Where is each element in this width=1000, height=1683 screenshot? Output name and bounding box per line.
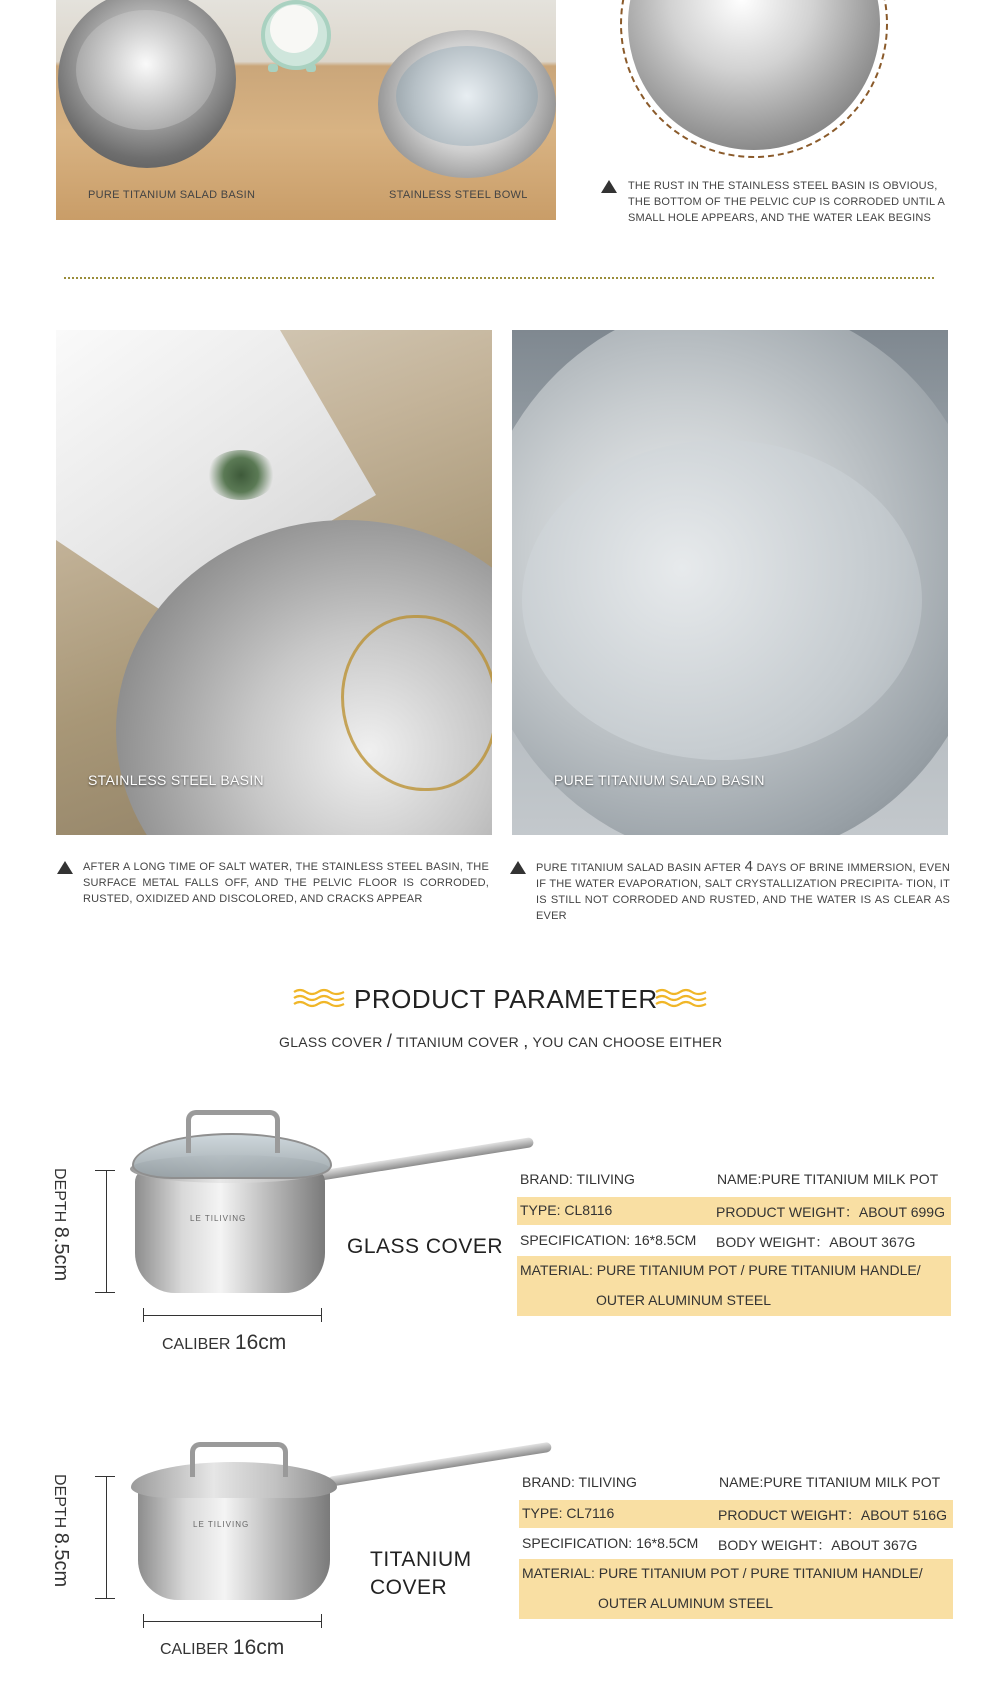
caliber-value: 16cm — [234, 1331, 287, 1354]
depth-word: DEPTH — [51, 1168, 68, 1223]
triangle-bullet-icon — [601, 180, 617, 193]
spec-material-continued: OUTER ALUMINUM STEEL — [598, 1595, 774, 1611]
caliber-dimension-line — [143, 1621, 321, 1622]
spec-type: TYPE: CL7116 — [522, 1505, 615, 1521]
subtitle-choose: YOU CAN CHOOSE EITHER — [532, 1034, 723, 1050]
spec-material-continued: OUTER ALUMINUM STEEL — [596, 1292, 772, 1308]
cover-label — [370, 1546, 472, 1602]
titanium-note-part-b: DAYS OF BRINE IMMERSION, EVEN IF THE WATER EVAPORATION, SALT CRYSTALLIZATION PRECIPITA- TION, IT IS STILL NOT CORRODED AND RUSTED, AND THE WATER IS AS CLEAR AS EVER — [536, 862, 951, 922]
spec-specification: SPECIFICATION: 16*8.5CM — [522, 1535, 699, 1551]
triangle-bullet-icon — [57, 861, 73, 874]
spec-brand: BRAND: TILIVING — [522, 1474, 637, 1490]
caliber-label — [160, 1636, 284, 1660]
brine-water — [522, 440, 922, 760]
depth-value: 8.5cm — [50, 1226, 72, 1282]
pot-brandmark: LE TILIVING — [190, 1214, 247, 1223]
pot-handle — [327, 1442, 552, 1487]
dimension-tick — [95, 1476, 115, 1477]
product-parameter-subtitle — [279, 1031, 722, 1052]
subtitle-titanium-cover: TITANIUM COVER — [396, 1034, 520, 1050]
steel-bowl-interior — [396, 46, 538, 146]
titanium-basin-photo — [512, 330, 948, 835]
clock-leg — [306, 64, 316, 72]
dotted-divider — [64, 277, 934, 279]
pot-body — [135, 1168, 325, 1293]
spec-name: NAME:PURE TITANIUM MILK POT — [719, 1474, 941, 1490]
spec-name: NAME:PURE TITANIUM MILK POT — [717, 1171, 939, 1187]
titanium-basin-interior — [76, 10, 216, 130]
spec-product-weight: PRODUCT WEIGHT：ABOUT 699G — [716, 1204, 945, 1220]
photo-caption-titanium-basin: PURE TITANIUM SALAD BASIN — [554, 772, 765, 788]
caliber-dimension-line — [143, 1315, 321, 1316]
spec-type: TYPE: CL8116 — [520, 1202, 613, 1218]
cover-label-line-2: COVER — [370, 1576, 448, 1599]
titanium-note — [536, 859, 950, 924]
spec-material: MATERIAL: PURE TITANIUM POT / PURE TITANIUM HANDLE/ — [520, 1262, 921, 1278]
clock-leg — [268, 64, 278, 72]
cover-label-line-1: TITANIUM — [370, 1548, 472, 1571]
depth-dimension-line — [106, 1170, 107, 1292]
pot-handle — [317, 1137, 534, 1181]
wave-decoration-left — [293, 987, 345, 1009]
caliber-word: CALIBER — [160, 1641, 229, 1658]
spec-material: MATERIAL: PURE TITANIUM POT / PURE TITANIUM HANDLE/ — [522, 1565, 923, 1581]
clock-face — [270, 5, 318, 53]
caliber-word: CALIBER — [162, 1336, 231, 1353]
spec-body-weight: BODY WEIGHT：ABOUT 367G — [716, 1234, 916, 1250]
rust-note: THE RUST IN THE STAINLESS STEEL BASIN IS OBVIOUS, THE BOTTOM OF THE PELVIC CUP IS CORRODED UNTIL A SMALL HOLE APPEARS, AND THE WATER LEAK BEGINS — [628, 180, 945, 224]
spec-product-weight: PRODUCT WEIGHT：ABOUT 516G — [718, 1507, 947, 1523]
lid-handle — [190, 1442, 288, 1477]
stainless-basin-photo — [56, 330, 492, 835]
photo-caption-steel: STAINLESS STEEL BOWL — [389, 189, 528, 201]
rusted-basin-closeup — [620, 0, 888, 158]
rusted-basin-image — [628, 0, 880, 150]
comparison-photo-top — [56, 0, 556, 220]
depth-label — [49, 1474, 72, 1587]
lid-handle — [186, 1110, 280, 1153]
product-parameter-title: PRODUCT PARAMETER — [354, 984, 658, 1014]
stainless-note: AFTER A LONG TIME OF SALT WATER, THE STAINLESS STEEL BASIN, THE SURFACE METAL FALLS OFF, AND THE PELVIC FLOOR IS CORRODED, RUSTED, OXIDIZED AND DISCOLORED, AND CRACKS APPEAR — [83, 861, 489, 905]
photo-caption-titanium: PURE TITANIUM SALAD BASIN — [88, 189, 256, 201]
photo-caption-stainless: STAINLESS STEEL BASIN — [88, 772, 264, 788]
cover-label: GLASS COVER — [347, 1235, 504, 1258]
spec-body-weight: BODY WEIGHT：ABOUT 367G — [718, 1537, 918, 1553]
subtitle-slash: / — [386, 1031, 393, 1051]
dimension-tick — [321, 1614, 322, 1628]
spec-brand: BRAND: TILIVING — [520, 1171, 635, 1187]
depth-value: 8.5cm — [50, 1532, 72, 1588]
spec-specification: SPECIFICATION: 16*8.5CM — [520, 1232, 697, 1248]
depth-label — [49, 1168, 72, 1281]
titanium-note-part-a: PURE TITANIUM SALAD BASIN AFTER — [536, 862, 742, 874]
dimension-tick — [95, 1292, 115, 1293]
caliber-label — [162, 1331, 286, 1355]
pot-brandmark: LE TILIVING — [193, 1520, 250, 1529]
subtitle-glass-cover: GLASS COVER — [279, 1034, 383, 1050]
depth-word: DEPTH — [51, 1474, 68, 1529]
stain-mark — [206, 450, 276, 500]
subtitle-comma: , — [523, 1031, 529, 1051]
titanium-note-days: 4 — [744, 858, 754, 875]
dimension-tick — [95, 1170, 115, 1171]
depth-dimension-line — [106, 1476, 107, 1598]
dimension-tick — [321, 1308, 322, 1322]
caliber-value: 16cm — [232, 1636, 285, 1659]
wave-decoration-right — [655, 987, 707, 1009]
triangle-bullet-icon — [510, 861, 526, 874]
dimension-tick — [95, 1598, 115, 1599]
